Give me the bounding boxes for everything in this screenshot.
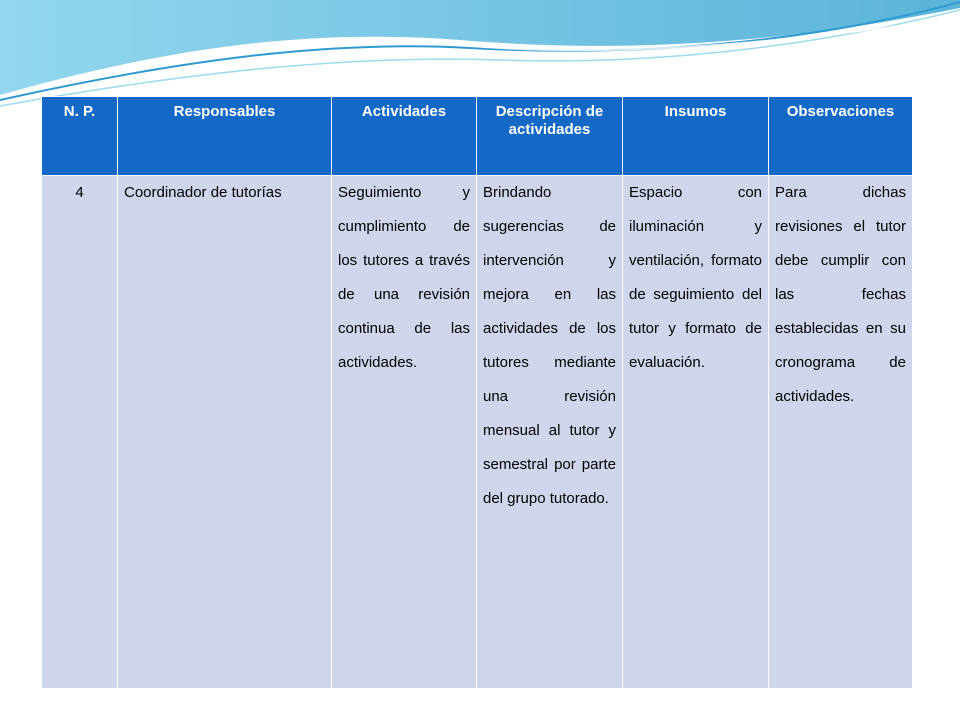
cell-responsables: Coordinador de tutorías: [118, 176, 332, 689]
header-observaciones: Observaciones: [769, 97, 913, 176]
cell-np: 4: [42, 176, 118, 689]
activities-table: [41, 96, 913, 689]
table-row: [42, 176, 913, 689]
decorative-wave-banner: [0, 0, 960, 110]
header-descripcion: Descripción de actividades: [477, 97, 623, 176]
cell-observaciones: Para dichas revisiones el tutor debe cumplir con las fechas establecidas en su cronograma de actividades.: [769, 176, 913, 689]
header-np: N. P.: [42, 97, 118, 176]
header-insumos: Insumos: [623, 97, 769, 176]
header-responsables: Responsables: [118, 97, 332, 176]
cell-insumos: Espacio con iluminación y ventilación, formato de seguimiento del tutor y formato de evaluación.: [623, 176, 769, 689]
header-actividades: Actividades: [332, 97, 477, 176]
table-header-row: [42, 97, 913, 176]
cell-actividades: Seguimiento y cumplimiento de los tutores a través de una revisión continua de las actividades.: [332, 176, 477, 689]
cell-descripcion: Brindando sugerencias de intervención y mejora en las actividades de los tutores mediante una revisión mensual al tutor y semestral por parte del grupo tutorado.: [477, 176, 623, 689]
